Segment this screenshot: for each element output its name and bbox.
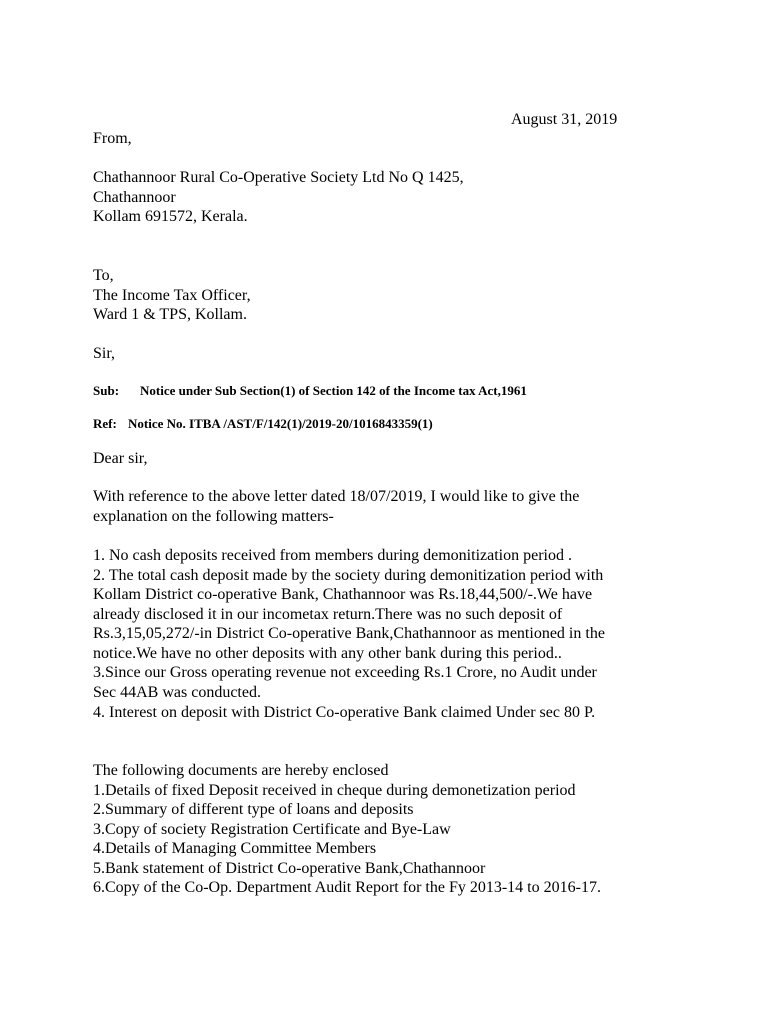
point-line: 1. No cash deposits received from members during demonitization period . [93,547,572,564]
letter-date: August 31, 2019 [511,111,618,128]
point-line: notice.We have no other deposits with any other bank during this period.. [93,645,562,662]
enclosure-item: 2.Summary of different type of loans and deposits [93,801,414,818]
intro-line-2: explanation on the following matters- [93,508,334,525]
greeting: Dear sir, [93,450,148,467]
point-line: 4. Interest on deposit with District Co-operative Bank claimed Under sec 80 P. [93,704,596,721]
point-line: Sec 44AB was conducted. [93,684,261,701]
sender-address: Kollam 691572, Kerala. [93,208,248,225]
intro-line-1: With reference to the above letter dated 18/07/2019, I would like to give the [93,488,580,505]
sender-city: Chathannoor [93,189,176,206]
enclosures-heading: The following documents are hereby enclosed [93,762,389,779]
subject-text: Notice under Sub Section(1) of Section 142 of the Income tax Act,1961 [140,383,527,398]
enclosure-item: 5.Bank statement of District Co-operative Bank,Chathannoor [93,860,486,877]
reference-text: Notice No. ITBA /AST/F/142(1)/2019-20/1016843359(1) [128,416,433,431]
point-line: Kollam District co-operative Bank, Chathannoor was Rs.18,44,500/-.We have [93,586,593,603]
from-label: From, [93,130,132,147]
enclosure-item: 6.Copy of the Co-Op. Department Audit Report for the Fy 2013-14 to 2016-17. [93,879,601,896]
reference-label: Ref: [93,416,117,431]
subject-label: Sub: [93,383,120,398]
recipient-title: The Income Tax Officer, [93,287,251,304]
subject-line [93,381,527,401]
point-line: already disclosed it in our incometax return.There was no such deposit of [93,606,563,623]
enclosure-item: 3.Copy of society Registration Certificate and Bye-Law [93,821,451,838]
sender-name: Chathannoor Rural Co-Operative Society Ltd No Q 1425, [93,169,464,186]
point-line: 2. The total cash deposit made by the society during demonitization period with [93,567,604,584]
point-line: Rs.3,15,05,272/-in District Co-operative Bank,Chathannoor as mentioned in the [93,625,605,642]
enclosure-item: 1.Details of fixed Deposit received in cheque during demonetization period [93,782,576,799]
to-label: To, [93,267,114,284]
salutation: Sir, [93,345,116,362]
reference-line [93,414,433,434]
point-line: 3.Since our Gross operating revenue not exceeding Rs.1 Crore, no Audit under [93,664,597,681]
recipient-ward: Ward 1 & TPS, Kollam. [93,306,247,323]
enclosure-item: 4.Details of Managing Committee Members [93,840,377,857]
